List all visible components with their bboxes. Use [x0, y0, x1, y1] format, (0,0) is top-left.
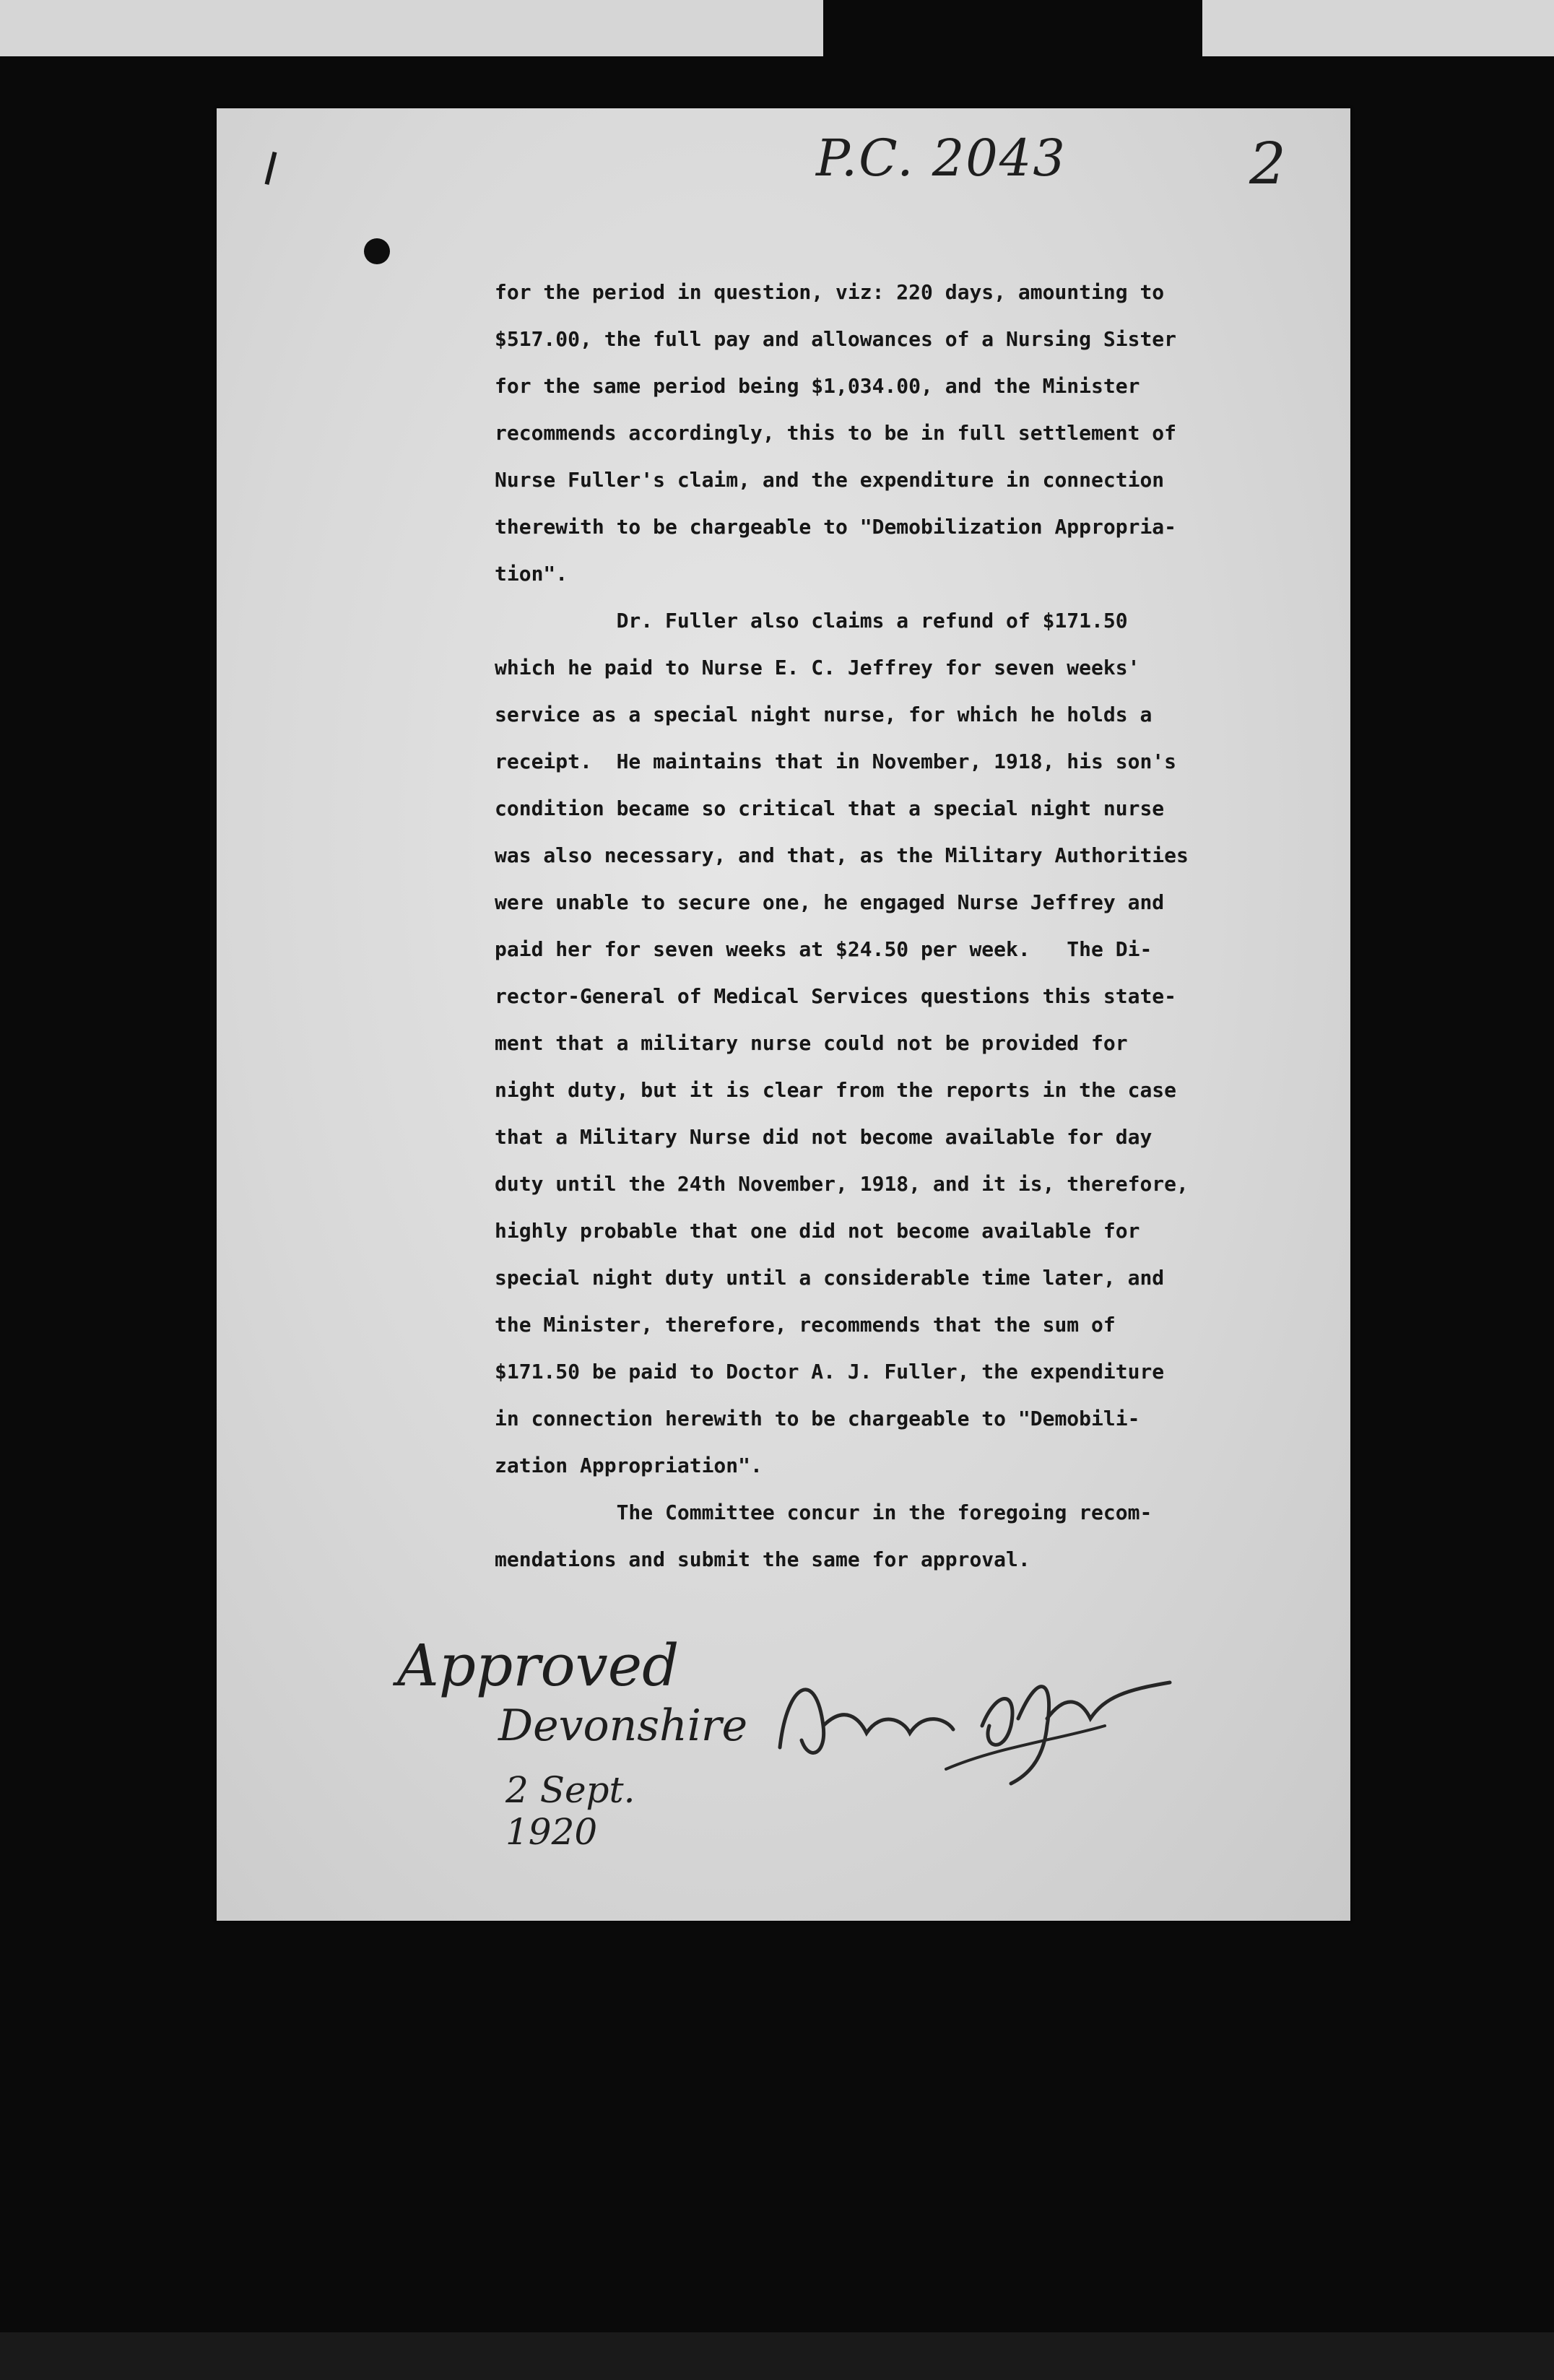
signature [765, 1639, 1199, 1798]
text-line: condition became so critical that a special night nurse [495, 796, 1165, 820]
text-line: for the same period being $1,034.00, and the Minister [495, 374, 1140, 398]
page-number: 2 [1249, 130, 1286, 197]
text-line: therewith to be chargeable to "Demobilization Appropria- [495, 515, 1177, 539]
text-line: recommends accordingly, this to be in full settlement of [495, 421, 1177, 445]
text-line: service as a special night nurse, for which he holds a [495, 703, 1153, 726]
approval-notation [397, 1632, 748, 1906]
previous-frame-strip [0, 0, 823, 56]
punch-hole [364, 238, 390, 264]
text-line: were unable to secure one, he engaged Nurse Jeffrey and [495, 890, 1165, 914]
text-line: duty until the 24th November, 1918, and it is, therefore, [495, 1172, 1189, 1196]
text-line: which he paid to Nurse E. C. Jeffrey for seven weeks' [495, 656, 1140, 679]
text-line: rector-General of Medical Services questions this state- [495, 984, 1177, 1008]
document-page [217, 108, 1350, 1921]
body-text [495, 269, 1549, 1583]
text-line: tion". [495, 562, 568, 586]
text-line: receipt. He maintains that in November, 1918, his son's [495, 750, 1177, 773]
text-line: for the period in question, viz: 220 days, amounting to [495, 280, 1165, 304]
text-line: the Minister, therefore, recommends that the sum of [495, 1313, 1116, 1337]
approver-name: Devonshire [498, 1701, 748, 1751]
approval-date: 2 Sept. 1920 [505, 1769, 635, 1853]
text-line: $517.00, the full pay and allowances of a Nursing Sister [495, 327, 1177, 351]
film-edge [0, 2332, 1554, 2380]
approval-word: Approved [397, 1632, 680, 1699]
text-line: that a Military Nurse did not become available for day [495, 1125, 1153, 1149]
previous-frame-strip-right [1202, 0, 1554, 56]
text-line: highly probable that one did not become available for [495, 1219, 1140, 1243]
signature-scrawl [765, 1639, 1199, 1798]
text-line: zation Appropriation". [495, 1454, 763, 1477]
text-line: Dr. Fuller also claims a refund of $171.50 [495, 609, 1128, 633]
text-line: in connection herewith to be chargeable to "Demobili- [495, 1407, 1140, 1430]
text-line: was also necessary, and that, as the Military Authorities [495, 843, 1189, 867]
file-number: P.C. 2043 [816, 129, 1067, 188]
text-line: Nurse Fuller's claim, and the expenditure in connection [495, 468, 1165, 492]
text-line: night duty, but it is clear from the reports in the case [495, 1078, 1177, 1102]
text-line: mendations and submit the same for approval. [495, 1547, 1030, 1571]
text-line: paid her for seven weeks at $24.50 per week. The Di- [495, 937, 1153, 961]
text-line: $171.50 be paid to Doctor A. J. Fuller, the expenditure [495, 1360, 1165, 1384]
text-line: ment that a military nurse could not be provided for [495, 1031, 1128, 1055]
text-line: special night duty until a considerable time later, and [495, 1266, 1165, 1290]
margin-mark [265, 152, 277, 185]
text-line: The Committee concur in the foregoing recom- [495, 1500, 1153, 1524]
